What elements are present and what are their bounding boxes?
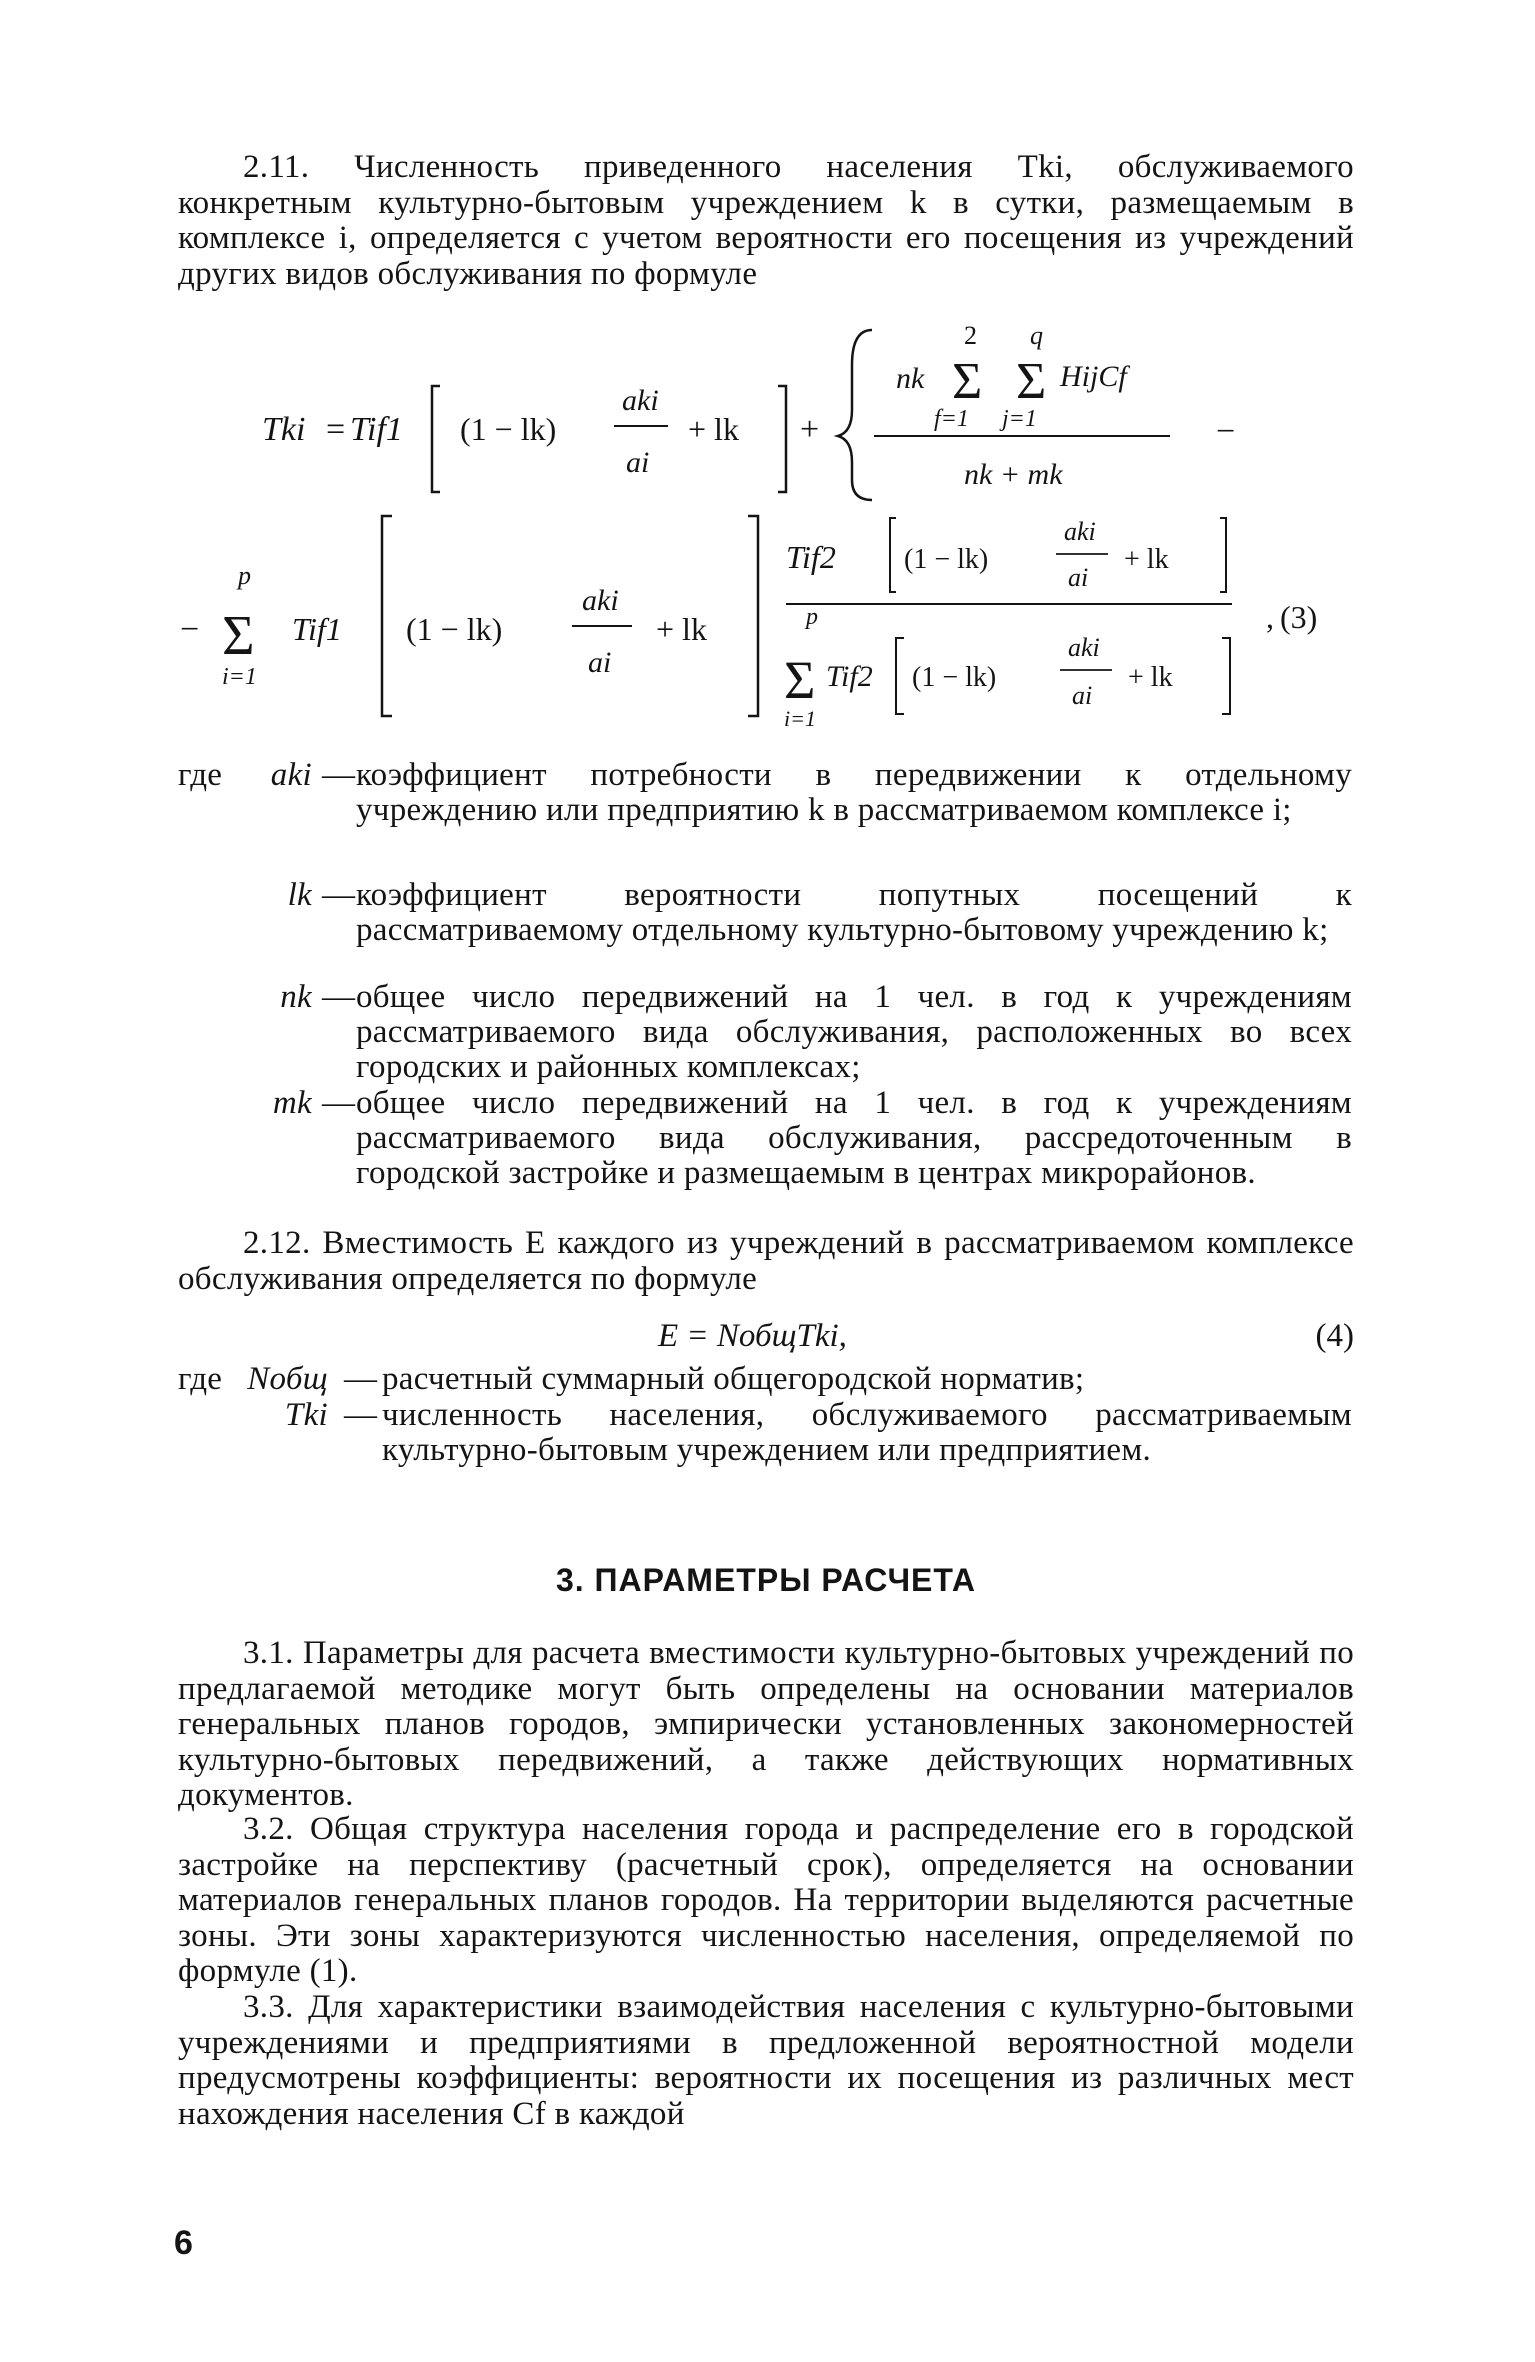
definitions-formula-3	[0, 758, 1535, 1218]
bracket-left	[432, 386, 440, 492]
formula-tif1: Tif1	[350, 411, 403, 448]
def-text-mk: общее число передвижений на 1 чел. в год к учреждениям рассматриваемого вида обслуживания, рассредоточенным в городской застройке и размещаемым в центрах микрорайонов.	[356, 1085, 1352, 1191]
def-text-aki: коэффициент потребности в передвижении к отдельному учреждению или предприятию k в рассматриваемом комплексе i;	[356, 757, 1352, 828]
def-dash: —	[322, 757, 356, 793]
brace-left	[838, 330, 872, 500]
def-prefix: где	[178, 1361, 223, 1397]
formula-number-3: (3)	[1280, 599, 1318, 635]
def-text-lk: коэффициент вероятности попутных посещений к рассматриваемому отдельному культурно-бытовому учреждению k;	[356, 877, 1352, 948]
formula-3	[0, 0, 1535, 760]
formula-one-minus-lk: (1 − lk)	[460, 411, 557, 447]
sum-lower-f: f=1	[934, 406, 969, 432]
bracket-right	[778, 386, 786, 492]
def-text-nobsch: расчетный суммарный общегородской норматив;	[382, 1361, 1085, 1397]
bracket-right-small-2	[1222, 638, 1230, 714]
formula-tif1-2: Tif1	[292, 611, 342, 647]
formula-one-minus-lk-4: (1 − lk)	[912, 662, 997, 693]
def-symbol-nobsch: Nобщ	[247, 1361, 328, 1397]
formula-aki-num-4: aki	[1068, 633, 1100, 662]
formula-minus-2: −	[180, 611, 200, 648]
paragraph-2-12: 2.12. Вместимость E каждого из учреждений в рассматриваемом комплексе обслуживания определяется по формуле	[178, 1225, 1354, 1297]
bracket-left-large	[382, 516, 392, 716]
def-text-tki: численность населения, обслуживаемого рассматриваемым культурно-бытовым учреждением или предприятием.	[382, 1397, 1352, 1468]
paragraph-3-2: 3.2. Общая структура населения города и распределение его в городской застройке на перспективу (расчетный срок), определяется на основании материалов генеральных планов городов. На территории выделяются расчетные зоны. Эти зоны характеризуются численностью населения, определяемой по формуле (1).	[178, 1811, 1354, 1990]
formula-one-minus-lk-3: (1 − lk)	[904, 544, 989, 575]
formula-hijcf: HijCf	[1060, 360, 1127, 393]
sum-upper-p-2: p	[806, 604, 818, 630]
formula-nk-plus-mk: nk + mk	[964, 458, 1063, 491]
sum-upper-p: p	[238, 561, 251, 590]
formula-tif2-den: Tif2	[826, 660, 873, 693]
def-symbol-mk: mk	[272, 1085, 312, 1121]
formula-ai-den-3: ai	[1068, 563, 1089, 592]
def-symbol-aki: aki	[270, 757, 312, 793]
def-dash: —	[344, 1397, 378, 1433]
formula-aki-num-3: aki	[1064, 517, 1096, 546]
formula-ai-den-4: ai	[1072, 681, 1093, 710]
def-dash: —	[322, 877, 356, 913]
formula-plus-lk: + lk	[688, 411, 739, 447]
def-prefix: где	[178, 757, 223, 793]
sum-symbol-i-2: Σ	[784, 650, 816, 710]
formula-ai-den: ai	[626, 446, 650, 479]
formula-one-minus-lk-2: (1 − lk)	[406, 611, 503, 647]
formula-plus-lk-4: + lk	[1128, 662, 1173, 693]
section-heading: 3. ПАРАМЕТРЫ РАСЧЕТА	[555, 1562, 977, 1598]
bracket-left-small	[890, 518, 896, 592]
sum-upper-q: q	[1030, 321, 1043, 350]
formula-equals: =	[326, 411, 346, 448]
formula-4	[178, 1318, 1354, 1358]
def-symbol-tki: Tki	[284, 1397, 328, 1433]
def-dash: —	[322, 1085, 356, 1121]
def-symbol-nk: nk	[280, 979, 312, 1015]
formula-plus: +	[800, 411, 820, 448]
def-text-nk: общее число передвижений на 1 чел. в год к учреждениям рассматриваемого вида обслуживания, расположенных во всех городских и районных комплексах;	[356, 979, 1352, 1085]
formula-minus: −	[1216, 413, 1236, 450]
sum-symbol-j: Σ	[1016, 353, 1047, 410]
def-dash: —	[322, 979, 356, 1015]
paragraph-3-3: 3.3. Для характеристики взаимодействия населения с культурно-бытовыми учреждениями и предприятиями в предложенной вероятностной модели предусмотрены коэффициенты: вероятности их посещения из различных мест нахождения населения Cf в каждой	[178, 1989, 1354, 2132]
sum-upper-2: 2	[964, 321, 977, 350]
sum-lower-j: j=1	[1002, 406, 1037, 432]
page-number: 6	[174, 2224, 193, 2262]
formula-plus-lk-2: + lk	[656, 611, 707, 647]
def-dash: —	[344, 1361, 378, 1397]
sum-symbol-f: Σ	[952, 353, 983, 410]
formula-number-4: (4)	[1315, 1318, 1354, 1354]
paragraph-2-11: 2.11. Численность приведенного населения Tki, обслуживаемого конкретным культурно-бытовым учреждением k в сутки, размещаемым в комплексе i, определяется с учетом вероятности его посещения из учреждений других видов обслуживания по формуле	[178, 149, 1354, 292]
bracket-right-large	[748, 516, 758, 716]
formula-4-expression: E = NобщTki,	[658, 1318, 847, 1354]
sum-lower-i-2: i=1	[784, 706, 816, 731]
sum-lower-i: i=1	[222, 664, 257, 690]
bracket-right-small	[1220, 518, 1226, 592]
definitions-formula-4	[0, 1362, 1535, 1512]
formula-nk: nk	[896, 362, 925, 395]
formula-aki-num-2: aki	[582, 584, 619, 617]
bracket-left-small-2	[896, 638, 904, 714]
formula-comma: ,	[1266, 599, 1274, 635]
formula-ai-den-2: ai	[588, 646, 612, 679]
formula-lhs: Tki	[262, 411, 306, 448]
sum-symbol-i: Σ	[222, 605, 255, 667]
formula-plus-lk-3: + lk	[1124, 544, 1169, 575]
paragraph-3-1: 3.1. Параметры для расчета вместимости культурно-бытовых учреждений по предлагаемой методике могут быть определены на основании материалов генеральных планов городов, эмпирически установленных закономерностей культурно-бытовых передвижений, а также действующих нормативных документов.	[178, 1635, 1354, 1814]
formula-tif2-num: Tif2	[786, 539, 836, 575]
def-symbol-lk: lk	[287, 877, 312, 913]
formula-aki-num: aki	[622, 384, 659, 417]
